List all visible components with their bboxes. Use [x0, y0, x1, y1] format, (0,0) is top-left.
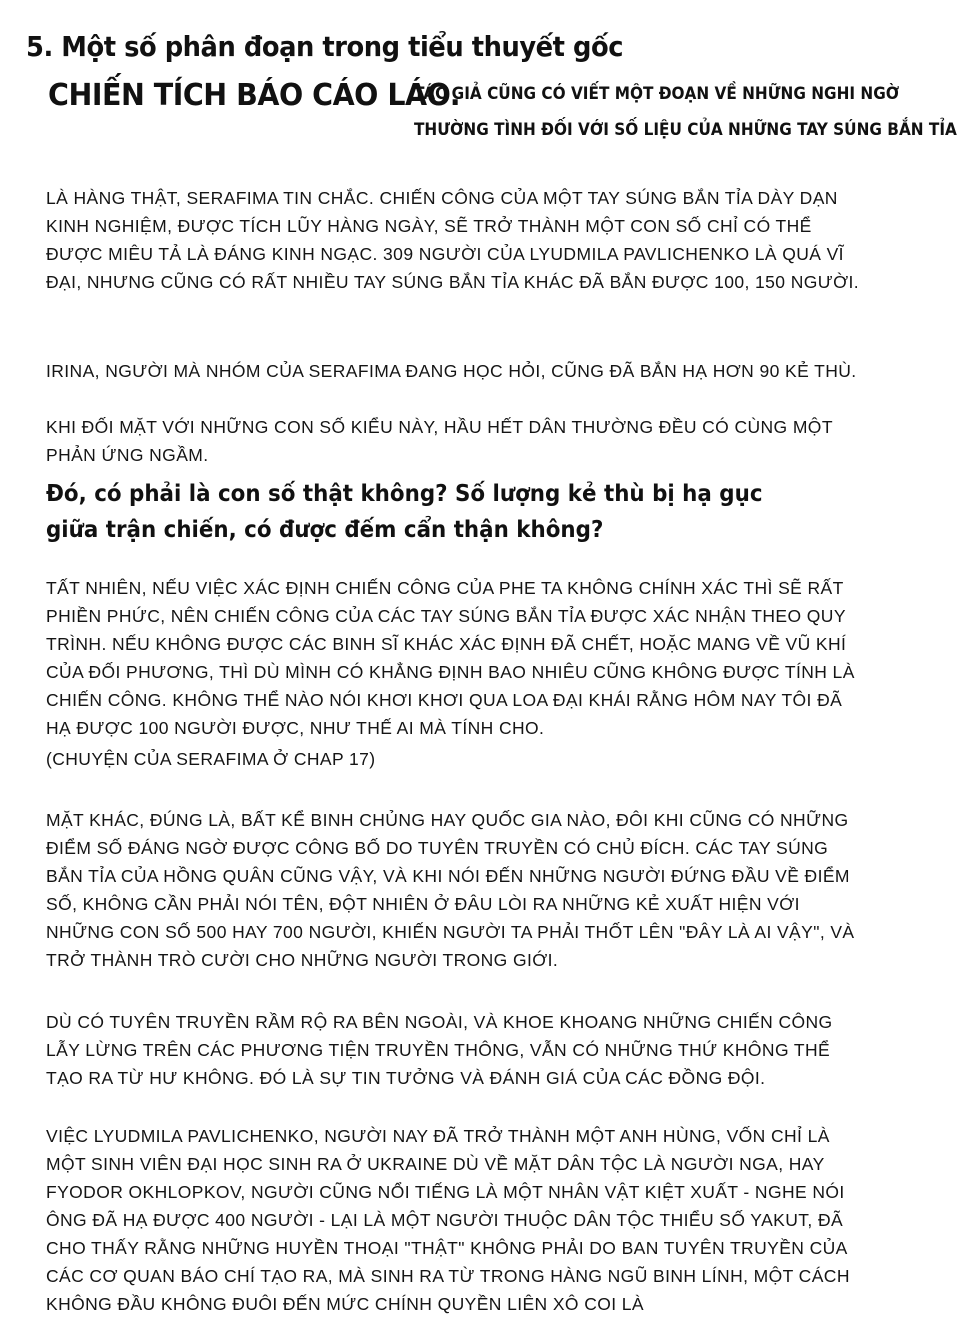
paragraph-3: KHI ĐỐI MẶT VỚI NHỮNG CON SỐ KIỂU NÀY, HẦU HẾT DÂN THƯỜNG ĐỀU CÓ CÙNG MỘT PHẢN ỨNG NGẦM. [46, 417, 833, 465]
subtitle-line-2: THƯỜNG TÌNH ĐỐI VỚI SỐ LIỆU CỦA NHỮNG TAY SÚNG BẮN TỈA [414, 120, 957, 140]
paragraph-7: DÙ CÓ TUYÊN TRUYỀN RẦM RỘ RA BÊN NGOÀI, VÀ KHOE KHOANG NHỮNG CHIẾN CÔNG LẪY LỪNG TRÊN CÁC PHƯƠNG TIỆN TRUYỀN THÔNG, VẪN CÓ NHỮNG THỨ KHÔNG THỂ TẠO RA TỪ HƯ KHÔNG. ĐÓ LÀ SỰ TIN TƯỞNG VÀ ĐÁNH GIÁ CỦA CÁC ĐỒNG ĐỘI. [46, 1012, 833, 1088]
paragraph-6: MẶT KHÁC, ĐÚNG LÀ, BẤT KỂ BINH CHỦNG HAY QUỐC GIA NÀO, ĐÔI KHI CŨNG CÓ NHỮNG ĐIỂM SỐ ĐÁNG NGỜ ĐƯỢC CÔNG BỐ DO TUYÊN TRUYỀN CÓ CHỦ ĐÍCH. CÁC TAY SÚNG BẮN TỈA CỦA HỒNG QUÂN CŨNG VẬY, VÀ KHI NÓI ĐẾN NHỮNG NGƯỜI ĐỨNG ĐẦU VỀ ĐIỂM SỐ, KHÔNG CẦN PHẢI NÓI TÊN, ĐỘT NHIÊN Ở ĐÂU LÒI RA NHỮNG KẺ XUẤT HIỆN VỚI NHỮNG CON SỐ 500 HAY 700 NGƯỜI, KHIẾN NGƯỜI TA PHẢI THỐT LÊN "ĐÂY LÀ AI VẬY", VÀ TRỞ THÀNH TRÒ CƯỜI CHO NHỮNG NGƯỜI TRONG GIỚI. [46, 810, 855, 970]
subtitle-line-1: TÁC GIẢ CŨNG CÓ VIẾT MỘT ĐOẠN VỀ NHỮNG NGHI NGỜ [414, 84, 900, 104]
paragraph-5-source-note: (CHUYỆN CỦA SERAFIMA Ở CHAP 17) [46, 749, 376, 769]
highlight-quote: Đó, có phải là con số thật không? Số lượng kẻ thù bị hạ gục giữa trận chiến, có được đếm cẩn thận không? [46, 481, 763, 543]
chapter-title: CHIẾN TÍCH BÁO CÁO LÁO. [48, 78, 461, 113]
section-heading: 5. Một số phân đoạn trong tiểu thuyết gốc [26, 30, 624, 63]
paragraph-4: TẤT NHIÊN, NẾU VIỆC XÁC ĐỊNH CHIẾN CÔNG CỦA PHE TA KHÔNG CHÍNH XÁC THÌ SẼ RẤT PHIỀN PHỨC, NÊN CHIẾN CÔNG CỦA CÁC TAY SÚNG BẮN TỈA ĐƯỢC XÁC NHẬN THEO QUY TRÌNH. NẾU KHÔNG ĐƯỢC CÁC BINH SĨ KHÁC XÁC ĐỊNH ĐÃ CHẾT, HOẶC MANG VỀ VŨ KHÍ CỦA ĐỐI PHƯƠNG, THÌ DÙ MÌNH CÓ KHẲNG ĐỊNH BAO NHIÊU CŨNG KHÔNG ĐƯỢC TÍNH LÀ CHIẾN CÔNG. KHÔNG THỂ NÀO NÓI KHƠI KHƠI QUA LOA ĐẠI KHÁI RẰNG HÔM NAY TÔI ĐÃ HẠ ĐƯỢC 100 NGƯỜI ĐƯỢC, NHƯ THẾ AI MÀ TÍNH CHO. [46, 578, 855, 738]
paragraph-1: LÀ HÀNG THẬT, SERAFIMA TIN CHẮC. CHIẾN CÔNG CỦA MỘT TAY SÚNG BẮN TỈA DÀY DẠN KINH NGHIỆM, ĐƯỢC TÍCH LŨY HÀNG NGÀY, SẼ TRỞ THÀNH MỘT CON SỐ CHỈ CÓ THỂ ĐƯỢC MIÊU TẢ LÀ ĐÁNG KINH NGẠC. 309 NGƯỜI CỦA LYUDMILA PAVLICHENKO LÀ QUÁ VĨ ĐẠI, NHƯNG CŨNG CÓ RẤT NHIỀU TAY SÚNG BẮN TỈA KHÁC ĐÃ BẮN ĐƯỢC 100, 150 NGƯỜI. [46, 188, 860, 292]
paragraph-2: IRINA, NGƯỜI MÀ NHÓM CỦA SERAFIMA ĐANG HỌC HỎI, CŨNG ĐÃ BẮN HẠ HƠN 90 KẺ THÙ. [46, 361, 857, 381]
paragraph-8: VIỆC LYUDMILA PAVLICHENKO, NGƯỜI NAY ĐÃ TRỞ THÀNH MỘT ANH HÙNG, VỐN CHỈ LÀ MỘT SINH VIÊN ĐẠI HỌC SINH RA Ở UKRAINE DÙ VỀ MẶT DÂN TỘC LÀ NGƯỜI NGA, HAY FYODOR OKHLOPKOV, NGƯỜI CŨNG NỔI TIẾNG LÀ MỘT NHÂN VẬT KIỆT XUẤT - NGHE NÓI ÔNG ĐÃ HẠ ĐƯỢC 400 NGƯỜI - LẠI LÀ MỘT NGƯỜI THUỘC DÂN TỘC THIỂU SỐ YAKUT, ĐÃ CHO THẤY RẰNG NHỮNG HUYỀN THOẠI "THẬT" KHÔNG PHẢI DO BAN TUYÊN TRUYỀN CỦA CÁC CƠ QUAN BÁO CHÍ TẠO RA, MÀ SINH RA TỪ TRONG HÀNG NGŨ BINH LÍNH, MỘT CÁCH KHÔNG ĐẦU KHÔNG ĐUÔI ĐẾN MỨC CHÍNH QUYỀN LIÊN XÔ COI LÀ [46, 1126, 850, 1314]
